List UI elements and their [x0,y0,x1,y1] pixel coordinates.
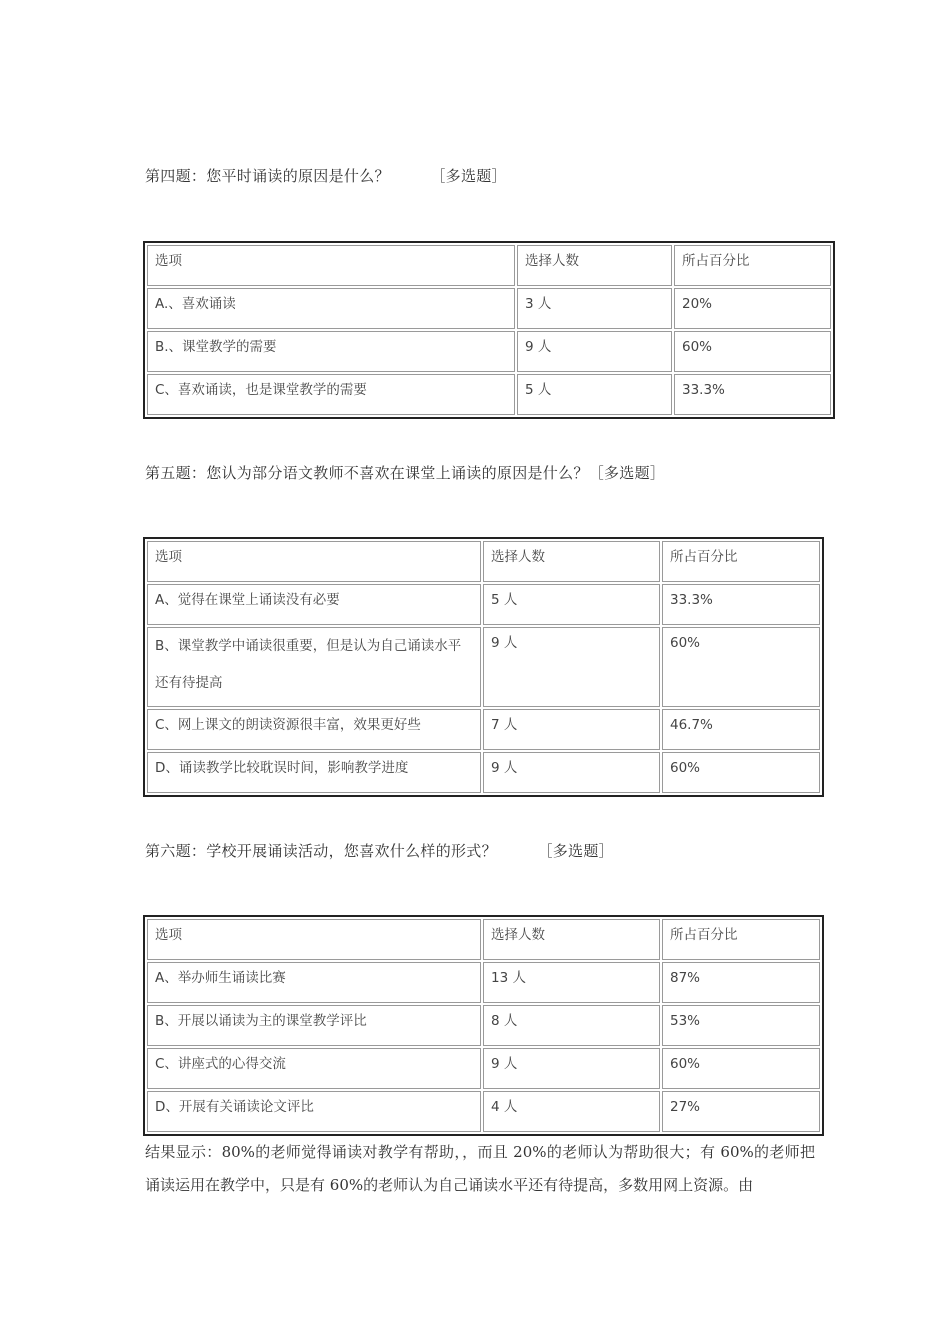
percent-cell: 60% [662,1048,820,1089]
option-cell: A、觉得在课堂上诵读没有必要 [147,584,481,625]
count-cell: 3 人 [517,288,672,329]
header-percent: 所占百分比 [674,245,831,286]
percent-cell: 27% [662,1091,820,1132]
count-cell: 13 人 [483,962,660,1003]
percent-cell: 33.3% [662,584,820,625]
option-cell: A、举办师生诵读比赛 [147,962,481,1003]
percent-cell: 20% [674,288,831,329]
table-row [147,1091,820,1132]
table-row [147,709,820,750]
option-cell: B、课堂教学中诵读很重要，但是认为自己诵读水平还有待提高 [147,627,481,707]
option-cell: C、讲座式的心得交流 [147,1048,481,1089]
count-cell: 9 人 [483,752,660,793]
option-cell: B.、课堂教学的需要 [147,331,515,372]
count-cell: 7 人 [483,709,660,750]
header-count: 选择人数 [517,245,672,286]
count-cell: 4 人 [483,1091,660,1132]
question-5-table [143,537,824,797]
table-row [147,584,820,625]
header-percent: 所占百分比 [662,541,820,582]
question-6-table [143,915,824,1136]
question-4-table [143,241,835,419]
question-5-title: 第五题：您认为部分语文教师不喜欢在课堂上诵读的原因是什么？［多选题］ [145,464,666,482]
table-header-row [147,245,831,286]
question-6-title: 第六题：学校开展诵读活动，您喜欢什么样的形式？ ［多选题］ [145,842,614,860]
percent-cell: 60% [662,752,820,793]
count-cell: 5 人 [483,584,660,625]
option-cell: D、开展有关诵读论文评比 [147,1091,481,1132]
count-cell: 9 人 [483,1048,660,1089]
table-row [147,374,831,415]
percent-cell: 46.7% [662,709,820,750]
option-cell: B、开展以诵读为主的课堂教学评比 [147,1005,481,1046]
table-row [147,1005,820,1046]
table-row [147,1048,820,1089]
percent-cell: 60% [662,627,820,707]
header-count: 选择人数 [483,919,660,960]
option-cell: C、喜欢诵读，也是课堂教学的需要 [147,374,515,415]
percent-cell: 53% [662,1005,820,1046]
question-4-title: 第四题：您平时诵读的原因是什么？ ［多选题］ [145,167,507,185]
table-row [147,962,820,1003]
percent-cell: 87% [662,962,820,1003]
header-count: 选择人数 [483,541,660,582]
option-cell: D、诵读教学比较耽误时间，影响教学进度 [147,752,481,793]
table-row [147,627,820,707]
count-cell: 9 人 [483,627,660,707]
count-cell: 8 人 [483,1005,660,1046]
percent-cell: 60% [674,331,831,372]
option-cell: A.、喜欢诵读 [147,288,515,329]
count-cell: 5 人 [517,374,672,415]
header-option: 选项 [147,245,515,286]
table-header-row [147,919,820,960]
table-row [147,752,820,793]
header-option: 选项 [147,919,481,960]
result-paragraph: 结果显示：80%的老师觉得诵读对教学有帮助，，而且 20%的老师认为帮助很大；有 60%的老师把诵读运用在教学中，只是有 60%的老师认为自己诵读水平还有待提高，多数用网上资源。由 [145,1143,815,1194]
table-row [147,288,831,329]
header-option: 选项 [147,541,481,582]
table-row [147,331,831,372]
count-cell: 9 人 [517,331,672,372]
option-cell: C、网上课文的朗读资源很丰富，效果更好些 [147,709,481,750]
header-percent: 所占百分比 [662,919,820,960]
table-header-row [147,541,820,582]
percent-cell: 33.3% [674,374,831,415]
